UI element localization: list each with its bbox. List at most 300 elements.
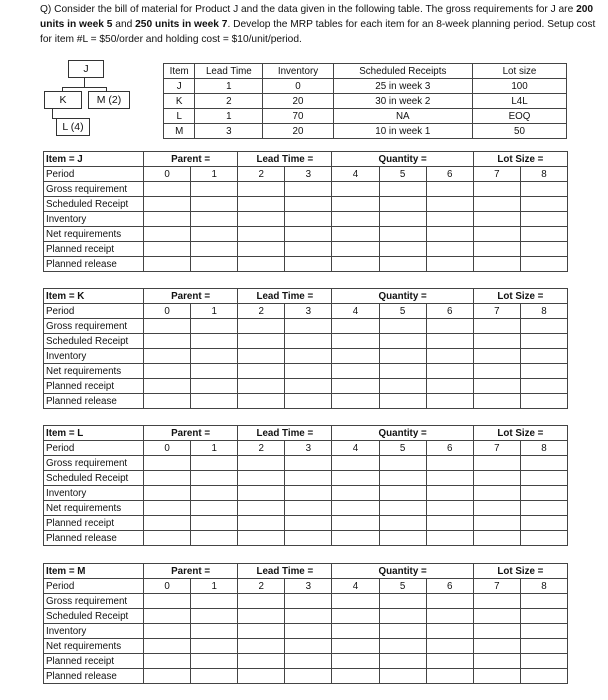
mrp-cell[interactable] <box>379 257 426 272</box>
mrp-cell[interactable] <box>238 639 285 654</box>
mrp-cell[interactable] <box>426 594 473 609</box>
mrp-cell[interactable] <box>379 349 426 364</box>
mrp-cell[interactable] <box>285 197 332 212</box>
mrp-cell[interactable] <box>191 531 238 546</box>
mrp-cell[interactable] <box>473 334 520 349</box>
mrp-cell[interactable] <box>144 197 191 212</box>
mrp-cell[interactable] <box>238 334 285 349</box>
cell-lot-size: L4L <box>472 94 566 109</box>
mrp-cell[interactable] <box>144 212 191 227</box>
mrp-cell[interactable] <box>144 531 191 546</box>
mrp-cell[interactable] <box>379 609 426 624</box>
mrp-parent-label: Parent = <box>144 564 238 579</box>
mrp-cell[interactable] <box>144 639 191 654</box>
mrp-parent-label: Parent = <box>144 289 238 304</box>
mrp-cell[interactable] <box>520 197 567 212</box>
mrp-lot-size-label: Lot Size = <box>473 152 567 167</box>
mrp-cell[interactable] <box>238 212 285 227</box>
mrp-cell[interactable] <box>426 639 473 654</box>
mrp-cell[interactable] <box>473 257 520 272</box>
mrp-cell[interactable] <box>426 197 473 212</box>
mrp-cell[interactable] <box>238 182 285 197</box>
mrp-period-3: 3 <box>285 167 332 182</box>
mrp-row-label: Planned release <box>44 531 144 546</box>
mrp-cell[interactable] <box>379 531 426 546</box>
mrp-cell[interactable] <box>520 624 567 639</box>
mrp-cell[interactable] <box>191 639 238 654</box>
mrp-cell[interactable] <box>238 456 285 471</box>
mrp-cell[interactable] <box>473 242 520 257</box>
mrp-cell[interactable] <box>379 242 426 257</box>
mrp-cell[interactable] <box>520 654 567 669</box>
mrp-cell[interactable] <box>144 501 191 516</box>
mrp-cell[interactable] <box>520 242 567 257</box>
mrp-cell[interactable] <box>520 594 567 609</box>
mrp-cell[interactable] <box>285 334 332 349</box>
mrp-row-label: Inventory <box>44 212 144 227</box>
mrp-cell[interactable] <box>144 242 191 257</box>
mrp-cell[interactable] <box>332 227 379 242</box>
mrp-cell[interactable] <box>238 624 285 639</box>
mrp-cell[interactable] <box>285 669 332 684</box>
mrp-cell[interactable] <box>238 531 285 546</box>
mrp-cell[interactable] <box>332 501 379 516</box>
mrp-cell[interactable] <box>191 257 238 272</box>
mrp-cell[interactable] <box>285 319 332 334</box>
mrp-cell[interactable] <box>426 516 473 531</box>
mrp-cell[interactable] <box>473 531 520 546</box>
mrp-period-8: 8 <box>520 579 567 594</box>
cell-inventory: 20 <box>263 94 333 109</box>
cell-item: M <box>164 124 195 139</box>
mrp-cell[interactable] <box>332 242 379 257</box>
mrp-row-label: Net requirements <box>44 501 144 516</box>
mrp-cell[interactable] <box>191 471 238 486</box>
mrp-cell[interactable] <box>426 319 473 334</box>
mrp-period-7: 7 <box>473 304 520 319</box>
mrp-cell[interactable] <box>473 471 520 486</box>
header-lead-time: Lead Time <box>195 64 263 79</box>
mrp-cell[interactable] <box>191 197 238 212</box>
mrp-cell[interactable] <box>426 334 473 349</box>
table-row <box>44 669 568 684</box>
mrp-cell[interactable] <box>191 349 238 364</box>
mrp-cell[interactable] <box>379 379 426 394</box>
cell-scheduled-receipts: 30 in week 2 <box>333 94 472 109</box>
mrp-cell[interactable] <box>332 364 379 379</box>
mrp-cell[interactable] <box>520 456 567 471</box>
mrp-row-label: Scheduled Receipt <box>44 334 144 349</box>
mrp-cell[interactable] <box>520 334 567 349</box>
mrp-row-label: Scheduled Receipt <box>44 609 144 624</box>
mrp-cell[interactable] <box>332 669 379 684</box>
cell-lot-size: 50 <box>472 124 566 139</box>
mrp-cell[interactable] <box>520 182 567 197</box>
mrp-cell[interactable] <box>144 319 191 334</box>
mrp-cell[interactable] <box>191 182 238 197</box>
mrp-cell[interactable] <box>238 654 285 669</box>
table-row <box>164 79 567 94</box>
mrp-cell[interactable] <box>473 516 520 531</box>
mrp-period-label: Period <box>44 441 144 456</box>
mrp-cell[interactable] <box>238 486 285 501</box>
mrp-cell[interactable] <box>332 531 379 546</box>
mrp-cell[interactable] <box>285 501 332 516</box>
mrp-cell[interactable] <box>238 594 285 609</box>
mrp-cell[interactable] <box>426 654 473 669</box>
header-scheduled-receipts: Scheduled Receipts <box>333 64 472 79</box>
mrp-lead-time-label: Lead Time = <box>238 289 332 304</box>
mrp-cell[interactable] <box>191 319 238 334</box>
mrp-cell[interactable] <box>191 624 238 639</box>
mrp-cell[interactable] <box>285 624 332 639</box>
mrp-period-2: 2 <box>238 167 285 182</box>
mrp-cell[interactable] <box>238 669 285 684</box>
mrp-lead-time-label: Lead Time = <box>238 564 332 579</box>
mrp-cell[interactable] <box>520 639 567 654</box>
mrp-parent-label: Parent = <box>144 152 238 167</box>
mrp-period-8: 8 <box>520 304 567 319</box>
mrp-row-label: Inventory <box>44 486 144 501</box>
mrp-cell[interactable] <box>332 379 379 394</box>
question-suffix: . Develop the MRP tables for each item for an 8-week planning period. Setup cost for item #L = $50/order and holding cost = $10/unit/period. <box>40 19 596 45</box>
mrp-quantity-label: Quantity = <box>332 564 473 579</box>
table-row <box>44 609 568 624</box>
mrp-cell[interactable] <box>379 227 426 242</box>
mrp-item-label: Item = K <box>44 289 144 304</box>
mrp-row-label: Planned receipt <box>44 654 144 669</box>
mrp-period-5: 5 <box>379 579 426 594</box>
mrp-cell[interactable] <box>520 364 567 379</box>
mrp-cell[interactable] <box>144 516 191 531</box>
cell-lead-time: 1 <box>195 109 263 124</box>
mrp-cell[interactable] <box>285 486 332 501</box>
mrp-cell[interactable] <box>520 257 567 272</box>
mrp-cell[interactable] <box>332 394 379 409</box>
mrp-period-7: 7 <box>473 167 520 182</box>
mrp-cell[interactable] <box>285 516 332 531</box>
mrp-cell[interactable] <box>144 379 191 394</box>
mrp-cell[interactable] <box>473 456 520 471</box>
mrp-cell[interactable] <box>238 364 285 379</box>
mrp-cell[interactable] <box>473 609 520 624</box>
mrp-period-8: 8 <box>520 441 567 456</box>
mrp-cell[interactable] <box>238 379 285 394</box>
mrp-cell[interactable] <box>144 227 191 242</box>
mrp-cell[interactable] <box>426 486 473 501</box>
question-and: and <box>112 19 136 30</box>
mrp-cell[interactable] <box>332 594 379 609</box>
mrp-cell[interactable] <box>238 197 285 212</box>
mrp-cell[interactable] <box>285 379 332 394</box>
mrp-cell[interactable] <box>473 594 520 609</box>
mrp-cell[interactable] <box>379 624 426 639</box>
table-row <box>44 334 568 349</box>
mrp-cell[interactable] <box>332 471 379 486</box>
mrp-cell[interactable] <box>191 379 238 394</box>
mrp-cell[interactable] <box>379 212 426 227</box>
mrp-cell[interactable] <box>426 242 473 257</box>
mrp-cell[interactable] <box>332 486 379 501</box>
mrp-cell[interactable] <box>191 212 238 227</box>
mrp-cell[interactable] <box>426 364 473 379</box>
mrp-cell[interactable] <box>332 349 379 364</box>
mrp-cell[interactable] <box>144 257 191 272</box>
mrp-cell[interactable] <box>144 471 191 486</box>
mrp-cell[interactable] <box>144 654 191 669</box>
mrp-cell[interactable] <box>520 349 567 364</box>
mrp-cell[interactable] <box>285 471 332 486</box>
mrp-cell[interactable] <box>379 501 426 516</box>
mrp-cell[interactable] <box>520 227 567 242</box>
mrp-cell[interactable] <box>520 516 567 531</box>
mrp-cell[interactable] <box>238 349 285 364</box>
mrp-cell[interactable] <box>285 456 332 471</box>
mrp-cell[interactable] <box>144 669 191 684</box>
mrp-period-7: 7 <box>473 579 520 594</box>
mrp-cell[interactable] <box>285 654 332 669</box>
mrp-cell[interactable] <box>238 516 285 531</box>
mrp-cell[interactable] <box>144 609 191 624</box>
mrp-cell[interactable] <box>426 182 473 197</box>
mrp-cell[interactable] <box>520 609 567 624</box>
mrp-cell[interactable] <box>144 394 191 409</box>
mrp-cell[interactable] <box>238 501 285 516</box>
item-data-table <box>163 63 567 139</box>
mrp-cell[interactable] <box>426 471 473 486</box>
mrp-row-label: Gross requirement <box>44 319 144 334</box>
mrp-cell[interactable] <box>144 486 191 501</box>
mrp-cell[interactable] <box>144 349 191 364</box>
mrp-cell[interactable] <box>332 456 379 471</box>
mrp-cell[interactable] <box>520 471 567 486</box>
header-item: Item <box>164 64 195 79</box>
mrp-header-row <box>44 564 568 579</box>
mrp-cell[interactable] <box>285 212 332 227</box>
mrp-cell[interactable] <box>238 242 285 257</box>
mrp-period-5: 5 <box>379 304 426 319</box>
mrp-cell[interactable] <box>332 319 379 334</box>
mrp-cell[interactable] <box>285 227 332 242</box>
mrp-period-2: 2 <box>238 441 285 456</box>
mrp-cell[interactable] <box>473 501 520 516</box>
mrp-cell[interactable] <box>473 379 520 394</box>
mrp-cell[interactable] <box>332 624 379 639</box>
mrp-cell[interactable] <box>520 501 567 516</box>
mrp-cell[interactable] <box>473 486 520 501</box>
mrp-cell[interactable] <box>379 471 426 486</box>
mrp-cell[interactable] <box>332 639 379 654</box>
mrp-cell[interactable] <box>285 182 332 197</box>
mrp-cell[interactable] <box>426 394 473 409</box>
mrp-cell[interactable] <box>426 257 473 272</box>
mrp-period-label: Period <box>44 304 144 319</box>
mrp-row-label: Planned receipt <box>44 516 144 531</box>
cell-lead-time: 2 <box>195 94 263 109</box>
mrp-cell[interactable] <box>379 594 426 609</box>
mrp-cell[interactable] <box>191 594 238 609</box>
mrp-cell[interactable] <box>144 334 191 349</box>
mrp-cell[interactable] <box>379 364 426 379</box>
mrp-cell[interactable] <box>191 227 238 242</box>
mrp-quantity-label: Quantity = <box>332 426 473 441</box>
mrp-row-label: Scheduled Receipt <box>44 197 144 212</box>
mrp-period-2: 2 <box>238 304 285 319</box>
mrp-cell[interactable] <box>520 531 567 546</box>
mrp-period-5: 5 <box>379 441 426 456</box>
mrp-cell[interactable] <box>426 349 473 364</box>
mrp-cell[interactable] <box>332 609 379 624</box>
mrp-item-label: Item = L <box>44 426 144 441</box>
mrp-cell[interactable] <box>332 654 379 669</box>
mrp-lead-time-label: Lead Time = <box>238 152 332 167</box>
mrp-cell[interactable] <box>191 456 238 471</box>
mrp-cell[interactable] <box>426 379 473 394</box>
mrp-lead-time-label: Lead Time = <box>238 426 332 441</box>
mrp-cell[interactable] <box>473 182 520 197</box>
mrp-cell[interactable] <box>285 257 332 272</box>
mrp-cell[interactable] <box>379 669 426 684</box>
mrp-cell[interactable] <box>379 456 426 471</box>
mrp-lot-size-label: Lot Size = <box>473 289 567 304</box>
mrp-cell[interactable] <box>379 334 426 349</box>
mrp-row-label: Net requirements <box>44 639 144 654</box>
mrp-row-label: Net requirements <box>44 227 144 242</box>
table-row <box>44 486 568 501</box>
mrp-cell[interactable] <box>285 609 332 624</box>
mrp-cell[interactable] <box>426 501 473 516</box>
table-row <box>44 227 568 242</box>
mrp-cell[interactable] <box>332 334 379 349</box>
mrp-cell[interactable] <box>238 319 285 334</box>
mrp-cell[interactable] <box>379 197 426 212</box>
table-row <box>164 94 567 109</box>
mrp-cell[interactable] <box>238 609 285 624</box>
mrp-cell[interactable] <box>473 349 520 364</box>
mrp-cell[interactable] <box>473 364 520 379</box>
mrp-row-label: Gross requirement <box>44 456 144 471</box>
mrp-cell[interactable] <box>473 669 520 684</box>
mrp-cell[interactable] <box>379 486 426 501</box>
mrp-cell[interactable] <box>426 227 473 242</box>
mrp-cell[interactable] <box>238 471 285 486</box>
mrp-cell[interactable] <box>285 639 332 654</box>
mrp-cell[interactable] <box>473 624 520 639</box>
mrp-cell[interactable] <box>473 212 520 227</box>
mrp-cell[interactable] <box>191 486 238 501</box>
mrp-period-3: 3 <box>285 441 332 456</box>
mrp-cell[interactable] <box>520 486 567 501</box>
mrp-cell[interactable] <box>191 364 238 379</box>
mrp-cell[interactable] <box>191 242 238 257</box>
mrp-cell[interactable] <box>191 394 238 409</box>
mrp-cell[interactable] <box>426 456 473 471</box>
mrp-period-2: 2 <box>238 579 285 594</box>
mrp-cell[interactable] <box>238 227 285 242</box>
mrp-cell[interactable] <box>473 394 520 409</box>
mrp-period-row <box>44 441 568 456</box>
mrp-cell[interactable] <box>332 212 379 227</box>
cell-item: K <box>164 94 195 109</box>
mrp-cell[interactable] <box>238 394 285 409</box>
mrp-cell[interactable] <box>379 182 426 197</box>
mrp-cell[interactable] <box>144 182 191 197</box>
mrp-cell[interactable] <box>191 654 238 669</box>
mrp-cell[interactable] <box>285 531 332 546</box>
mrp-cell[interactable] <box>426 609 473 624</box>
mrp-cell[interactable] <box>191 669 238 684</box>
mrp-period-label: Period <box>44 579 144 594</box>
mrp-period-6: 6 <box>426 167 473 182</box>
mrp-cell[interactable] <box>144 594 191 609</box>
mrp-cell[interactable] <box>191 501 238 516</box>
mrp-cell[interactable] <box>191 516 238 531</box>
mrp-cell[interactable] <box>191 609 238 624</box>
mrp-cell[interactable] <box>520 319 567 334</box>
table-row <box>44 471 568 486</box>
mrp-cell[interactable] <box>285 594 332 609</box>
mrp-cell[interactable] <box>332 516 379 531</box>
mrp-cell[interactable] <box>520 212 567 227</box>
mrp-cell[interactable] <box>285 394 332 409</box>
table-row <box>164 109 567 124</box>
mrp-cell[interactable] <box>144 364 191 379</box>
bill-of-material-diagram <box>40 60 150 140</box>
mrp-cell[interactable] <box>426 531 473 546</box>
mrp-row-label: Planned release <box>44 669 144 684</box>
mrp-cell[interactable] <box>473 197 520 212</box>
mrp-cell[interactable] <box>144 456 191 471</box>
mrp-cell[interactable] <box>285 349 332 364</box>
mrp-row-label: Planned release <box>44 394 144 409</box>
mrp-cell[interactable] <box>379 319 426 334</box>
mrp-cell[interactable] <box>473 654 520 669</box>
mrp-period-row <box>44 304 568 319</box>
mrp-cell[interactable] <box>238 257 285 272</box>
mrp-cell[interactable] <box>379 394 426 409</box>
mrp-cell[interactable] <box>379 516 426 531</box>
mrp-cell[interactable] <box>144 624 191 639</box>
mrp-cell[interactable] <box>426 624 473 639</box>
mrp-table-itemk <box>43 288 568 409</box>
mrp-cell[interactable] <box>285 242 332 257</box>
mrp-period-8: 8 <box>520 167 567 182</box>
cell-inventory: 70 <box>263 109 333 124</box>
mrp-cell[interactable] <box>473 227 520 242</box>
mrp-cell[interactable] <box>473 319 520 334</box>
mrp-cell[interactable] <box>379 654 426 669</box>
mrp-item-label: Item = M <box>44 564 144 579</box>
bom-node-j: J <box>68 60 104 78</box>
mrp-cell[interactable] <box>473 639 520 654</box>
mrp-cell[interactable] <box>332 197 379 212</box>
mrp-cell[interactable] <box>191 334 238 349</box>
table-row <box>44 212 568 227</box>
mrp-row-label: Planned receipt <box>44 379 144 394</box>
mrp-cell[interactable] <box>520 669 567 684</box>
mrp-cell[interactable] <box>520 379 567 394</box>
mrp-cell[interactable] <box>426 212 473 227</box>
mrp-cell[interactable] <box>332 257 379 272</box>
mrp-cell[interactable] <box>332 182 379 197</box>
mrp-cell[interactable] <box>379 639 426 654</box>
mrp-cell[interactable] <box>285 364 332 379</box>
mrp-quantity-label: Quantity = <box>332 152 473 167</box>
mrp-cell[interactable] <box>520 394 567 409</box>
mrp-header-row <box>44 152 568 167</box>
mrp-cell[interactable] <box>426 669 473 684</box>
bom-node-k: K <box>44 91 82 109</box>
